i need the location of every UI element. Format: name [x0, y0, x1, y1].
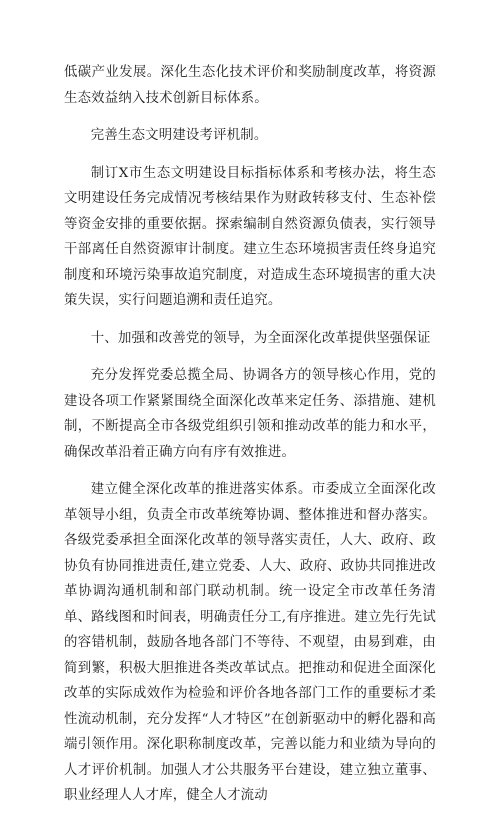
section-heading-eco-evaluation: 完善生态文明建设考评机制。 — [90, 128, 268, 143]
section-heading-party-leadership: 十、加强和改善党的领导，为全面深化改革提供坚强保证 — [90, 330, 431, 346]
paragraph-reform-implementation: 建立健全深化改革的推进落实体系。市委成立全面深化改革领导小组，负责全市改革统筹协调、整体推进和督办落实。各级党委承担全面深化改革的领导落实责任，人大、政府、政协负有协同推进责任,建立党委、人大、政府、政协共同推进改革协调沟通机制和部门联动机制。统一设定全市改革任务清单、路线图和时间表，明确责任分工,有序推进。建立先行先试的容错机制，鼓励各地各部门不等待、不观望，由易到难，由简到繁，积极大胆推进各类改革试点。把推动和促进全面深化改革的实际成效作为检验和评价各地各部门工作的重要标才柔性流动机制，充分发挥“人才特区”在创新驱动中的孵化器和高端引领作用。深化职称制度改革，完善以能力和业绩为导向的人才评价机制。加强人才公共服务平台建设，建立独立董事、职业经理人人才库，健全人才流动 — [64, 482, 436, 803]
document-body — [64, 60, 436, 821]
paragraph-eco-assessment: 制订X市生态文明建设目标指标体系和考核办法，将生态文明建设任务完成情况考核结果作为财政转移支付、生态补偿等资金安排的重要依据。探索编制自然资源负债表，实行领导干部离任自然资源审计制度。建立生态环境损害责任终身追究制度和环境污染事故追究制度，对造成生态环境损害的重大决策失误，实行问题追溯和责任追究。 — [64, 165, 436, 308]
paragraph-party-role: 充分发挥党委总揽全局、协调各方的领导核心作用，党的建设各项工作紧紧围绕全面深化改革来定任务、添措施、建机制，不断提高全市各级党组织引领和推动改革的能力和水平，确保改革沿着正确方向有序有效推进。 — [64, 368, 436, 460]
paragraph-low-carbon: 低碳产业发展。深化生态化技术评价和奖励制度改革，将资源生态效益纳入技术创新目标体系。 — [64, 65, 436, 106]
